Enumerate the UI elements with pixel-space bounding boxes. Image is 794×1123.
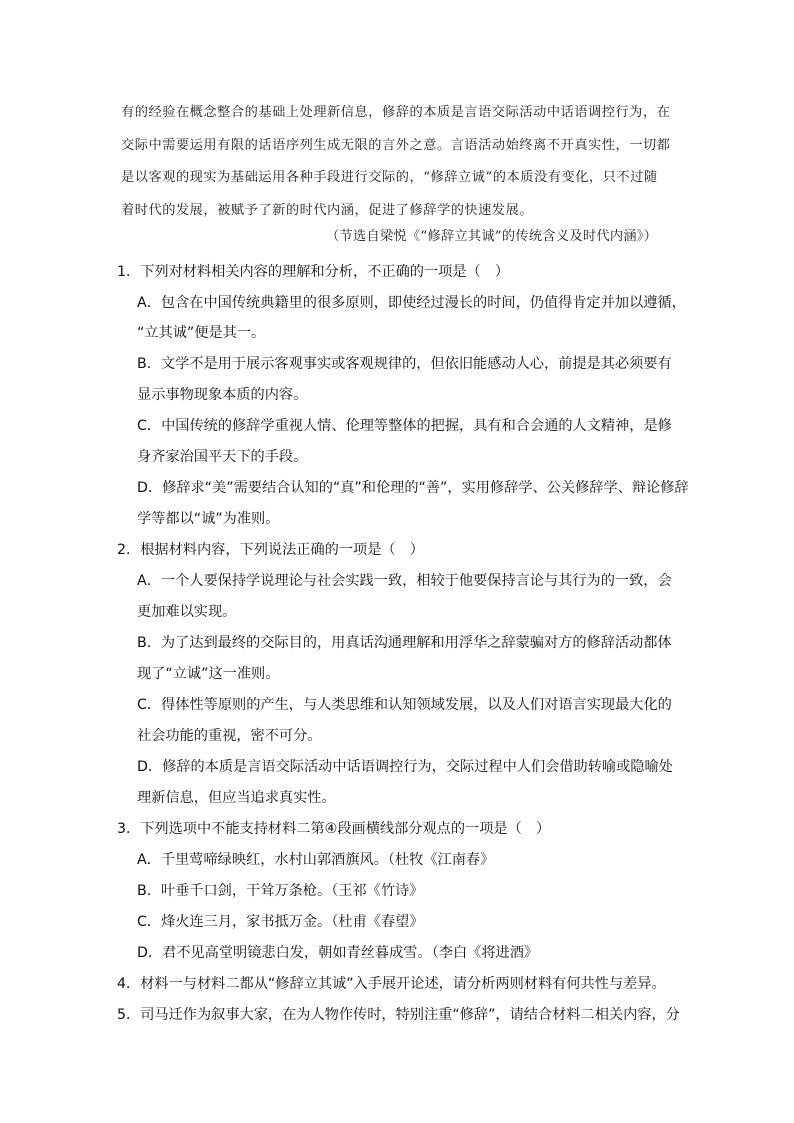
question-2-option-c: C．得体性等原则的产生，与人类思维和认知领域发展，以及人们对语言实现最大化的 bbox=[137, 697, 672, 713]
question-3-option-b: B．叶垂千口剑，干耸万条枪。（王祁《竹诗》 bbox=[137, 883, 424, 899]
passage-line: 有的经验在概念整合的基础上处理新信息，修辞的本质是言语交际活动中话语调控行为，在 bbox=[121, 105, 671, 120]
question-3-stem: 3．下列选项中不能支持材料二第④段画横线部分观点的一项是（ ） bbox=[117, 821, 551, 837]
question-1-option-d: D．修辞求“美”需要结合认知的“真”和伦理的“善”，实用修辞学、公关修辞学、辩论修辞 bbox=[137, 480, 689, 496]
question-2-option-d-cont: 理新信息，但应当追求真实性。 bbox=[137, 790, 336, 806]
question-2-option-b-cont: 现了“立诚”这一准则。 bbox=[137, 666, 280, 682]
question-3-option-d: D．君不见高堂明镜悲白发，朝如青丝暮成雪。（李白《将进酒》 bbox=[137, 945, 539, 961]
question-1-option-c: C．中国传统的修辞学重视人情、伦理等整体的把握，具有和合会通的人文精神，是修 bbox=[137, 418, 672, 434]
question-1-option-a: A．包含在中国传统典籍里的很多原则，即使经过漫长的时间，仍值得肯定并加以遵循， bbox=[137, 295, 686, 311]
passage-text bbox=[121, 97, 681, 227]
passage-line: 着时代的发展，被赋予了新的时代内涵，促进了修辞学的快速发展。 bbox=[121, 202, 534, 218]
question-4-stem: 4．材料一与材料二都从“修辞立其诚”入手展开论述，请分析两则材料有何共性与差异。 bbox=[117, 976, 666, 992]
question-2-option-b: B．为了达到最终的交际目的，用真话沟通理解和用浮华之辞蒙骗对方的修辞活动都体 bbox=[137, 635, 672, 651]
question-1-option-b: B．文学不是用于展示客观事实或客观规律的，但依旧能感动人心，前提是其必须要有 bbox=[137, 356, 672, 372]
passage-line: 交际中需要运用有限的话语序列生成无限的言外之意。言语活动始终离不开真实性，一切都 bbox=[121, 137, 671, 153]
question-2-option-d: D．修辞的本质是言语交际活动中话语调控行为，交际过程中人们会借助转喻或隐喻处 bbox=[137, 759, 673, 775]
question-1-option-c-cont: 身齐家治国平天下的手段。 bbox=[137, 449, 308, 465]
question-2-option-a: A．一个人要保持学说理论与社会实践一致，相较于他要保持言论与其行为的一致，会 bbox=[137, 573, 672, 589]
passage-line: 是以客观的现实为基础运用各种手段进行交际的，“修辞立诚”的本质没有变化，只不过随 bbox=[121, 170, 658, 185]
question-1-option-b-cont: 显示事物现象本质的内容。 bbox=[137, 387, 308, 403]
question-1-stem: 1．下列对材料相关内容的理解和分析，不正确的一项是（ ） bbox=[117, 264, 510, 280]
question-2-option-a-cont: 更加难以实现。 bbox=[137, 604, 237, 620]
question-2-stem: 2．根据材料内容，下列说法正确的一项是（ ） bbox=[117, 542, 424, 558]
question-3-option-c: C．烽火连三月，家书抵万金。（杜甫《春望》 bbox=[137, 914, 424, 930]
passage-source: （节选自梁悦《“修辞立其诚”的传统含义及时代内涵》） bbox=[326, 229, 658, 244]
question-1-option-a-cont: “立其诚”便是其一。 bbox=[137, 325, 266, 341]
question-5-stem: 5．司马迁作为叙事大家，在为人物作传时，特别注重“修辞”，请结合材料二相关内容，分 bbox=[117, 1007, 680, 1023]
question-1-option-d-cont: 学等都以“诚”为准则。 bbox=[137, 511, 280, 527]
question-2-option-c-cont: 社会功能的重视，密不可分。 bbox=[137, 728, 322, 744]
question-3-option-a: A．千里莺啼绿映红，水村山郭酒旗风。（杜牧《江南春》 bbox=[137, 852, 495, 868]
